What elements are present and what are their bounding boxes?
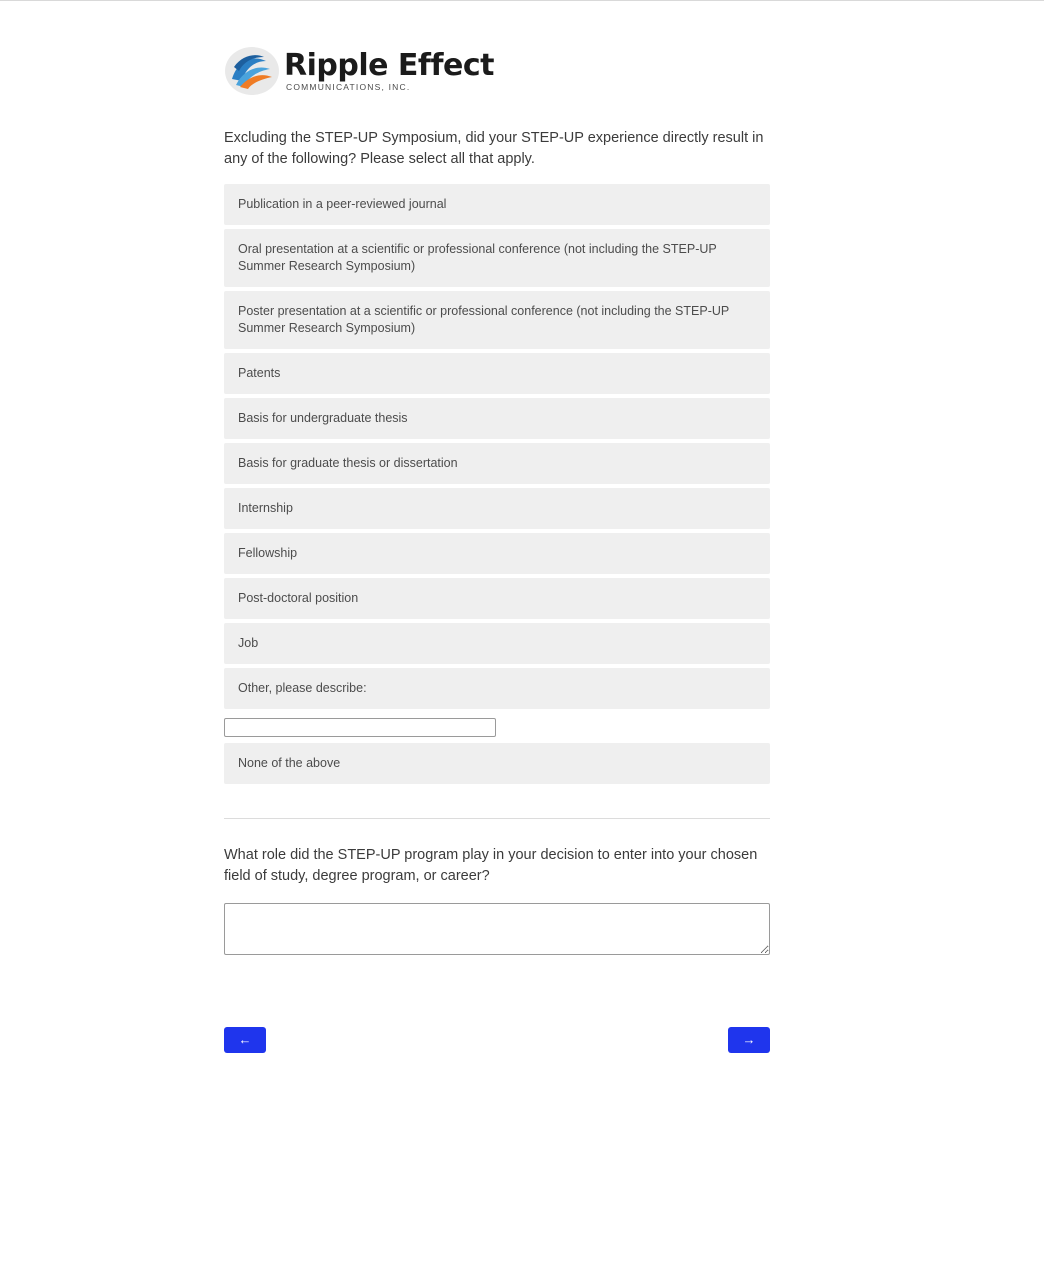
- option-other[interactable]: Other, please describe:: [224, 668, 770, 709]
- survey-page: [224, 0, 770, 1053]
- brand-name: Ripple Effect: [284, 47, 494, 83]
- question-1-options: [224, 184, 770, 784]
- option-none-of-the-above[interactable]: None of the above: [224, 743, 770, 784]
- option-job[interactable]: Job: [224, 623, 770, 664]
- brand-logo-text: [284, 47, 494, 92]
- option-graduate-thesis[interactable]: Basis for graduate thesis or dissertation: [224, 443, 770, 484]
- option-oral-presentation[interactable]: Oral presentation at a scientific or professional conference (not including the STEP-UP Summer Research Symposium): [224, 229, 770, 287]
- option-poster-presentation[interactable]: Poster presentation at a scientific or professional conference (not including the STEP-UP Summer Research Symposium): [224, 291, 770, 349]
- option-undergraduate-thesis[interactable]: Basis for undergraduate thesis: [224, 398, 770, 439]
- section-divider: [224, 818, 770, 819]
- option-patents[interactable]: Patents: [224, 353, 770, 394]
- brand-tagline: COMMUNICATIONS, INC.: [286, 81, 411, 92]
- other-describe-input[interactable]: [224, 718, 496, 737]
- option-fellowship[interactable]: Fellowship: [224, 533, 770, 574]
- question-2-textarea[interactable]: [224, 903, 770, 955]
- previous-button[interactable]: ←: [224, 1027, 266, 1053]
- next-button[interactable]: →: [728, 1027, 770, 1053]
- question-1-text: Excluding the STEP-UP Symposium, did your STEP-UP experience directly result in any of the following? Please select all that apply.: [224, 130, 764, 167]
- ripple-swirl-logo-icon: [224, 45, 280, 97]
- option-post-doctoral-position[interactable]: Post-doctoral position: [224, 578, 770, 619]
- brand-logo: [224, 42, 770, 100]
- option-publication[interactable]: Publication in a peer-reviewed journal: [224, 184, 770, 225]
- navigation-bar: [224, 1027, 770, 1053]
- option-internship[interactable]: Internship: [224, 488, 770, 529]
- question-2-text: What role did the STEP-UP program play in your decision to enter into your chosen field of study, degree program, or career?: [224, 847, 758, 884]
